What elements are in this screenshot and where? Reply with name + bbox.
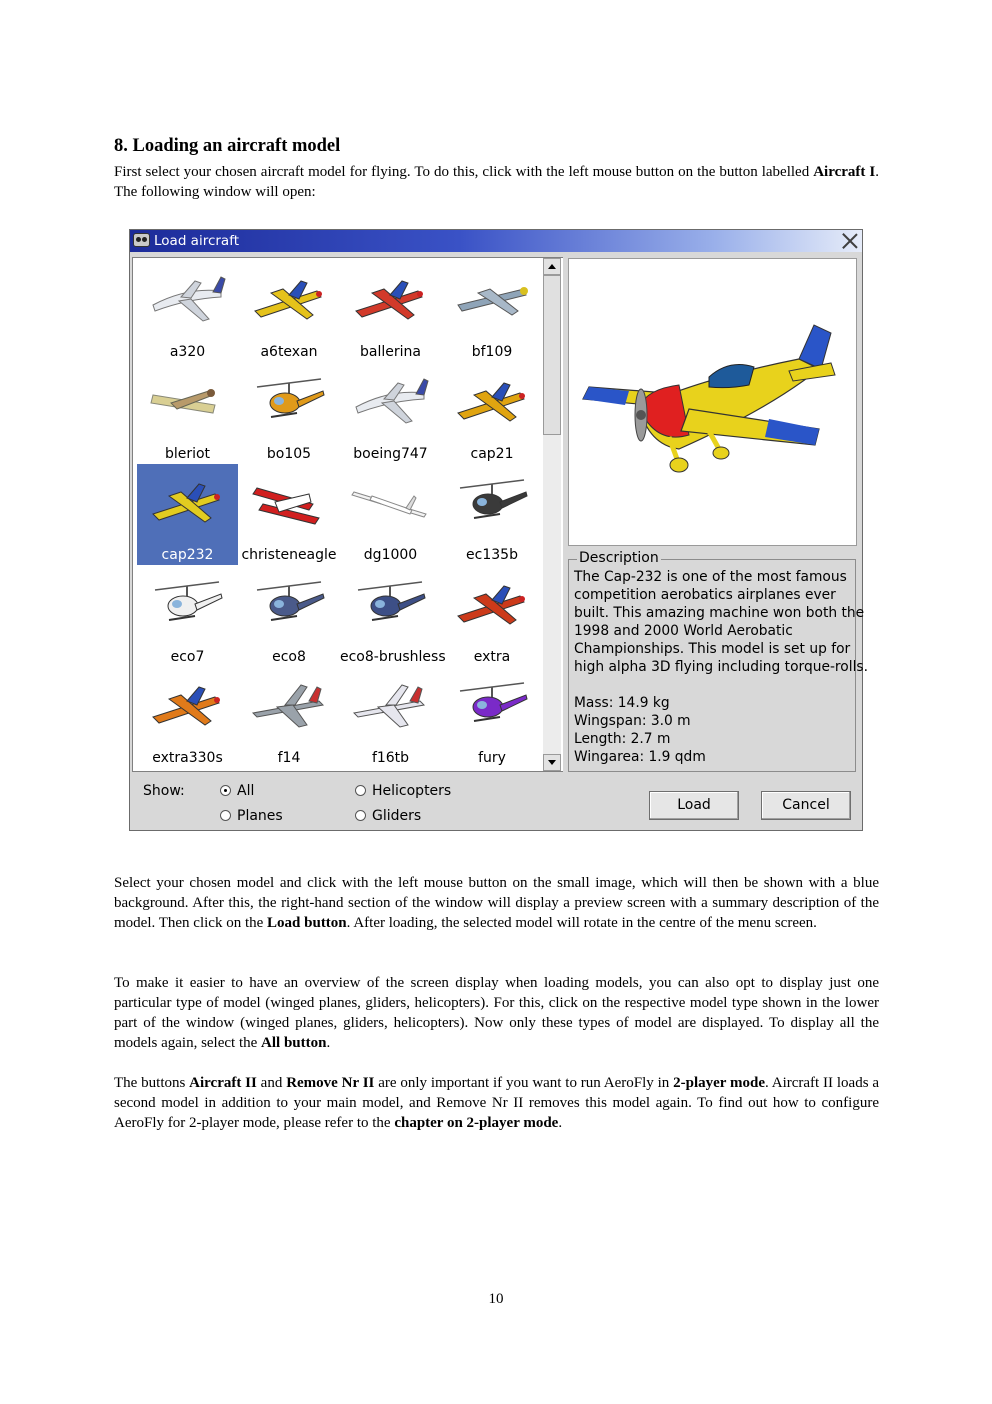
description-line: high alpha 3D flying including torque-rolls. xyxy=(574,659,868,675)
vintage-plane-icon xyxy=(147,373,227,429)
description-line: competition aerobatics airplanes ever xyxy=(574,587,836,603)
scroll-down-icon[interactable] xyxy=(543,754,561,771)
aircraft-label: f16tb xyxy=(371,750,410,766)
aircraft-tile-ec135b[interactable] xyxy=(442,464,543,565)
paragraph-text: are only important if you want to run AeroFly in xyxy=(374,1075,674,1091)
aircraft-label: cap21 xyxy=(470,445,514,462)
glider-icon xyxy=(350,474,430,530)
aircraft-label: f14 xyxy=(277,750,301,766)
paragraph-text: . xyxy=(326,1035,331,1051)
airliner-icon xyxy=(147,271,227,327)
intro-bold-aircraft-i: Aircraft I xyxy=(813,164,876,180)
biplane-icon xyxy=(249,474,329,530)
aircraft-label: ballerina xyxy=(360,344,421,360)
aircraft-label: eco7 xyxy=(170,648,205,665)
plane-icon xyxy=(452,373,532,429)
aircraft-label: a6texan xyxy=(260,344,318,360)
radio-icon xyxy=(355,785,366,796)
aircraft-label: bf109 xyxy=(471,344,513,360)
app-icon xyxy=(133,233,150,247)
aircraft-tile-fury[interactable] xyxy=(442,667,543,768)
cancel-button[interactable]: Cancel xyxy=(761,791,851,820)
aircraft-tile-a6texan[interactable] xyxy=(239,261,340,362)
page-number: 10 xyxy=(488,1291,504,1307)
radio-icon xyxy=(220,810,231,821)
filter-all-label: All xyxy=(237,783,255,799)
aircraft-preview xyxy=(568,258,857,546)
scroll-up-icon[interactable] xyxy=(543,258,561,275)
helicopter-icon xyxy=(350,576,430,632)
aircraft-tile-bleriot[interactable] xyxy=(137,363,238,464)
jet-icon xyxy=(249,677,329,733)
spec-length: Length: 2.7 m xyxy=(574,731,671,747)
jet-icon xyxy=(350,677,430,733)
filter-gliders-radio[interactable] xyxy=(355,808,421,825)
aircraft-label: bo105 xyxy=(266,445,312,462)
filter-gliders-label: Gliders xyxy=(372,808,422,824)
bold-load-button: Load button xyxy=(267,915,347,931)
close-icon[interactable] xyxy=(841,232,859,250)
bold-chapter-link: chapter on 2-player mode xyxy=(394,1115,559,1131)
aircraft-label: extra330s xyxy=(152,750,223,766)
aircraft-label: a320 xyxy=(169,344,206,360)
description-line: 1998 and 2000 World Aerobatic xyxy=(574,623,793,639)
filter-helicopters-label: Helicopters xyxy=(372,783,452,799)
intro-text: First select your chosen aircraft model for flying. To do this, click with the left mouse button on the button labelled xyxy=(114,164,814,180)
bold-aircraft-ii: Aircraft II xyxy=(189,1075,257,1091)
aircraft-tile-boeing747[interactable] xyxy=(340,363,441,464)
grid-scrollbar[interactable] xyxy=(543,258,561,771)
radio-icon xyxy=(355,810,366,821)
aircraft-label: christeneagle xyxy=(241,547,337,563)
paragraph-text: To make it easier to have an overview of the screen display when loading models, you can also opt to display just one particular type of model (winged planes, gliders, helicopters). For this, click on the respective model type shown in the lower part of the window (winged planes, gliders, helicopters). Now only these types of model are displayed. To display all the models again, select the xyxy=(114,975,879,1051)
page-heading: 8. Loading an aircraft model xyxy=(114,136,341,156)
filter-planes-label: Planes xyxy=(237,808,283,824)
description-line: built. This amazing machine won both the xyxy=(574,605,865,621)
aircraft-tile-bo105[interactable] xyxy=(239,363,340,464)
paragraph-text: and xyxy=(256,1075,287,1091)
description-line: Championships. This model is set up for xyxy=(574,641,851,657)
description-box xyxy=(568,550,868,772)
aircraft-tile-christeneagle[interactable] xyxy=(239,464,340,565)
description-legend: Description xyxy=(579,550,659,566)
aircraft-tile-f14[interactable] xyxy=(239,667,340,768)
plane-icon xyxy=(249,271,329,327)
spec-mass: Mass: 14.9 kg xyxy=(574,695,670,711)
aircraft-tile-ballerina[interactable] xyxy=(340,261,441,362)
aircraft-tile-a320[interactable] xyxy=(137,261,238,362)
helicopter-icon xyxy=(249,576,329,632)
intro-text-end: . The following window will open: xyxy=(114,164,879,200)
aircraft-tile-extra[interactable] xyxy=(442,566,543,667)
aircraft-grid xyxy=(132,257,563,772)
plane-icon xyxy=(147,474,227,530)
bold-all-button: All button xyxy=(261,1035,327,1051)
helicopter-icon xyxy=(452,474,532,530)
aircraft-label: boeing747 xyxy=(353,445,428,462)
filter-paragraph xyxy=(114,973,879,1053)
paragraph-text: Select your chosen model and click with the left mouse button on the small image, which will then be shown with a blue background. After this, the right-hand section of the window will display a preview screen with a summary description of the model. Then click on the xyxy=(114,875,879,931)
paragraph-text: The buttons xyxy=(114,1075,190,1091)
airliner-icon xyxy=(350,373,430,429)
aircraft-tile-cap232[interactable] xyxy=(137,464,238,565)
load-aircraft-dialog xyxy=(129,229,868,831)
bold-remove-nr-ii: Remove Nr II xyxy=(286,1075,375,1091)
aircraft-label: cap232 xyxy=(161,547,214,563)
plane-icon xyxy=(350,271,430,327)
cap232-preview-image xyxy=(569,259,856,545)
helicopter-icon xyxy=(147,576,227,632)
paragraph-text: . xyxy=(558,1115,563,1131)
aircraft-tile-eco8-brushless[interactable] xyxy=(340,566,446,667)
aircraft-label: bleriot xyxy=(164,445,211,462)
intro-paragraph xyxy=(114,162,879,202)
aircraft-tile-eco8[interactable] xyxy=(239,566,340,667)
aircraft-label: dg1000 xyxy=(363,547,418,563)
radio-checked-icon xyxy=(220,785,231,796)
filter-planes-radio[interactable] xyxy=(220,808,283,825)
show-label: Show: xyxy=(143,783,185,799)
aircraft-tile-bf109[interactable] xyxy=(442,261,543,362)
aircraft-label: eco8-brushless xyxy=(340,648,446,665)
load-button[interactable]: Load xyxy=(649,791,739,820)
dialog-title: Load aircraft xyxy=(154,233,240,249)
paragraph-text: . After loading, the selected model will rotate in the centre of the menu screen. xyxy=(346,915,817,931)
description-line: The Cap-232 is one of the most famous xyxy=(574,569,847,585)
plane-icon xyxy=(452,576,532,632)
filter-helicopters-radio[interactable] xyxy=(355,783,451,800)
spec-wingspan: Wingspan: 3.0 m xyxy=(574,713,691,729)
aircraft-tile-extra330s[interactable] xyxy=(137,667,238,768)
aircraft-label: eco8 xyxy=(272,648,306,665)
two-player-paragraph xyxy=(114,1073,879,1133)
helicopter-icon xyxy=(452,677,532,733)
selection-paragraph xyxy=(114,873,879,933)
scrollbar-thumb[interactable] xyxy=(543,275,561,435)
filter-all-radio[interactable] xyxy=(220,783,254,800)
dialog-titlebar[interactable] xyxy=(130,230,862,252)
aircraft-tile-dg1000[interactable] xyxy=(340,464,441,565)
paragraph-text: . Aircraft II loads a second model in addition to your main model, and Remove Nr II removes this model again. To find out how to configure AeroFly for 2-player mode, please refer to the xyxy=(114,1075,880,1131)
aircraft-tile-cap21[interactable] xyxy=(442,363,543,464)
bold-2-player-mode: 2-player mode xyxy=(673,1075,765,1091)
aircraft-tile-eco7[interactable] xyxy=(137,566,238,667)
aircraft-tile-f16tb[interactable] xyxy=(340,667,441,768)
aircraft-label: fury xyxy=(478,750,506,766)
aircraft-label: ec135b xyxy=(466,547,518,563)
aircraft-label: extra xyxy=(473,648,511,665)
spec-wingarea: Wingarea: 1.9 qdm xyxy=(574,749,706,765)
helicopter-icon xyxy=(249,373,329,429)
fighter-icon xyxy=(452,271,532,327)
plane-icon xyxy=(147,677,227,733)
